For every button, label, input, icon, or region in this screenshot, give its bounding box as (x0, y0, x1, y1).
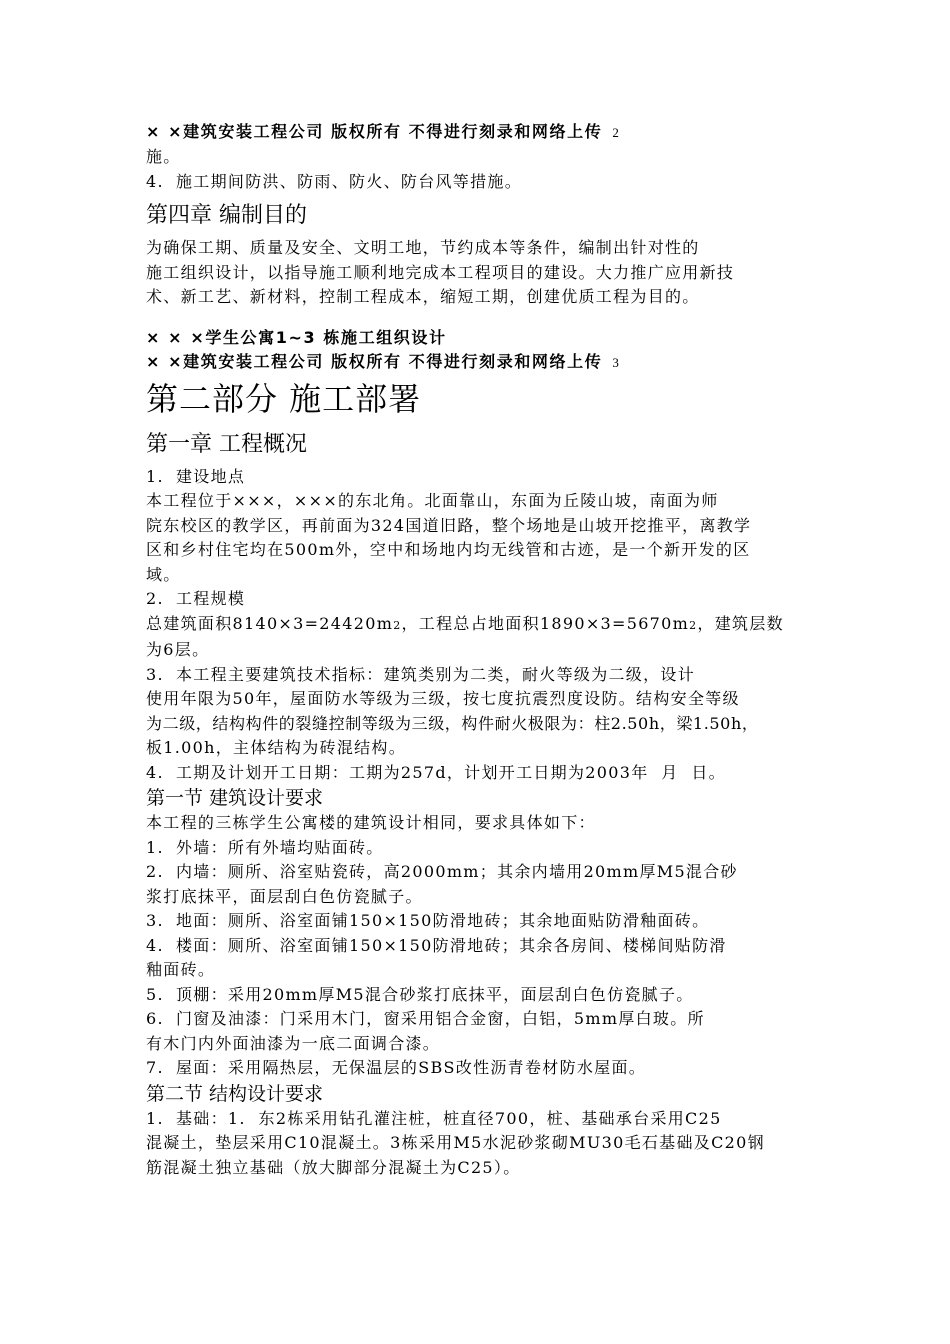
list-text: 工程规模 (176, 589, 246, 608)
paragraph-line: 板1.00h，主体结构为砖混结构。 (146, 738, 407, 757)
list-text: 楼面：厕所、浴室面铺150×150防滑地砖；其余各房间、楼梯间贴防滑 (176, 935, 727, 955)
page-header (146, 350, 826, 375)
list-number: 7. (146, 1058, 164, 1077)
list-item (146, 983, 826, 1008)
list-number: 1. (146, 466, 164, 486)
chapter-heading: 第四章 编制目的 (146, 203, 307, 228)
list-number: 4. (146, 762, 164, 782)
section-heading: 第二节 结构设计要求 (146, 1082, 324, 1105)
list-item (146, 860, 826, 885)
paragraph-line (146, 612, 826, 639)
paragraph-line: 本工程的三栋学生公寓楼的建筑设计相同，要求具体如下： (146, 813, 596, 832)
document-page (146, 120, 826, 1180)
list-item (146, 465, 826, 490)
text-run: ，建筑层数 (697, 613, 784, 633)
paragraph-line: 为6层。 (146, 640, 210, 659)
text-run: 总建筑面积8140×3=24420m (146, 613, 394, 633)
list-item (146, 761, 826, 786)
list-item (146, 170, 826, 195)
list-number: 5. (146, 984, 164, 1004)
list-number: 2. (146, 589, 164, 608)
list-item (146, 1056, 826, 1081)
paragraph-line: 使用年限为50年，屋面防水等级为三级，按七度抗震烈度设防。结构安全等级 (146, 689, 740, 708)
page-header-title: × × ×学生公寓1~3 栋施工组织设计 (146, 327, 447, 347)
page-header (146, 120, 826, 145)
list-text: 外墙：所有外墙均贴面砖。 (176, 837, 384, 857)
list-text: 门窗及油漆：门采用木门，窗采用铝合金窗，白铝，5mm厚白玻。所 (176, 1009, 705, 1028)
list-text: 地面：厕所、浴室面铺150×150防滑地砖；其余地面贴防滑釉面砖。 (176, 911, 710, 930)
paragraph-line: 浆打底抹平，面层刮白色仿瓷腻子。 (146, 886, 423, 906)
list-item (146, 1007, 826, 1032)
paragraph-line: 筋混凝土独立基础（放大脚部分混凝土为C25）。 (146, 1157, 521, 1177)
paragraph-line: 釉面砖。 (146, 960, 216, 979)
list-number: 3. (146, 911, 164, 930)
header-text: × ×建筑安装工程公司 版权所有 不得进行刻录和网络上传 (146, 351, 603, 371)
paragraph-line: 有木门内外面油漆为一底二面调合漆。 (146, 1033, 441, 1053)
list-item (146, 587, 826, 612)
list-item (146, 1107, 826, 1132)
paragraph-line: 施工组织设计，以指导施工顺利地完成本工程项目的建设。大力推广应用新技 (146, 262, 735, 282)
list-text: 屋面：采用隔热层，无保温层的SBS改性沥青卷材防水屋面。 (176, 1058, 647, 1077)
list-text: 施工期间防洪、防雨、防火、防台风等措施。 (176, 171, 523, 191)
list-item (146, 836, 826, 861)
header-text: × ×建筑安装工程公司 版权所有 不得进行刻录和网络上传 (146, 122, 603, 141)
paragraph-line: 术、新工艺、新材料，控制工程成本，缩短工期，创建优质工程为目的。 (146, 287, 700, 306)
list-number: 1. (146, 1108, 164, 1128)
paragraph-line: 院东校区的教学区，再前面为324国道旧路，整个场地是山坡开挖推平，离教学 (146, 515, 752, 535)
paragraph-line: 为二级，结构构件的裂缝控制等级为三级，构件耐火极限为：柱2.50h，梁1.50h， (146, 713, 759, 733)
list-text: 建设地点 (176, 466, 246, 486)
list-text: 顶棚：采用20mm厚M5混合砂浆打底抹平，面层刮白色仿瓷腻子。 (176, 984, 694, 1004)
list-item (146, 663, 826, 688)
text-run: ，工程总占地面积1890×3=5670m (401, 613, 690, 633)
chapter-heading: 第一章 工程概况 (146, 431, 307, 457)
list-number: 4. (146, 171, 164, 191)
paragraph-line: 为确保工期、质量及安全、文明工地，节约成本等条件，编制出针对性的 (146, 238, 700, 257)
page-number: 3 (612, 354, 619, 370)
subscript: 2 (689, 618, 698, 632)
part-heading: 第二部分 施工部署 (146, 379, 422, 418)
list-item (146, 934, 826, 959)
list-number: 6. (146, 1009, 164, 1028)
paragraph-line: 混凝土，垫层采用C10混凝土。3栋采用M5水泥砂浆砌MU30毛石基础及C20钢 (146, 1133, 765, 1152)
page-number: 2 (612, 125, 619, 140)
list-text: 基础：1. 东2栋采用钻孔灌注桩，桩直径700，桩、基础承台采用C25 (176, 1108, 722, 1128)
list-text: 本工程主要建筑技术指标：建筑类别为二类，耐火等级为二级，设计 (176, 664, 696, 684)
list-text: 内墙：厕所、浴室贴瓷砖，高2000mm；其余内墙用20mm厚M5混合砂 (176, 862, 738, 881)
list-number: 4. (146, 935, 164, 955)
paragraph-line: 本工程位于×××，×××的东北角。北面靠山，东面为丘陵山坡，南面为师 (146, 491, 719, 510)
paragraph-line: 区和乡村住宅均在500m外，空中和场地内均无线管和古迹，是一个新开发的区 (146, 540, 751, 559)
list-item (146, 909, 826, 934)
list-number: 3. (146, 664, 164, 684)
list-number: 2. (146, 862, 164, 881)
list-text: 工期及计划开工日期：工期为257d，计划开工日期为2003年 月 日。 (176, 762, 726, 782)
paragraph-line: 域。 (146, 564, 181, 584)
paragraph: 施。 (146, 147, 181, 166)
subscript: 2 (393, 618, 402, 632)
section-heading: 第一节 建筑设计要求 (146, 787, 324, 809)
list-number: 1. (146, 837, 164, 857)
